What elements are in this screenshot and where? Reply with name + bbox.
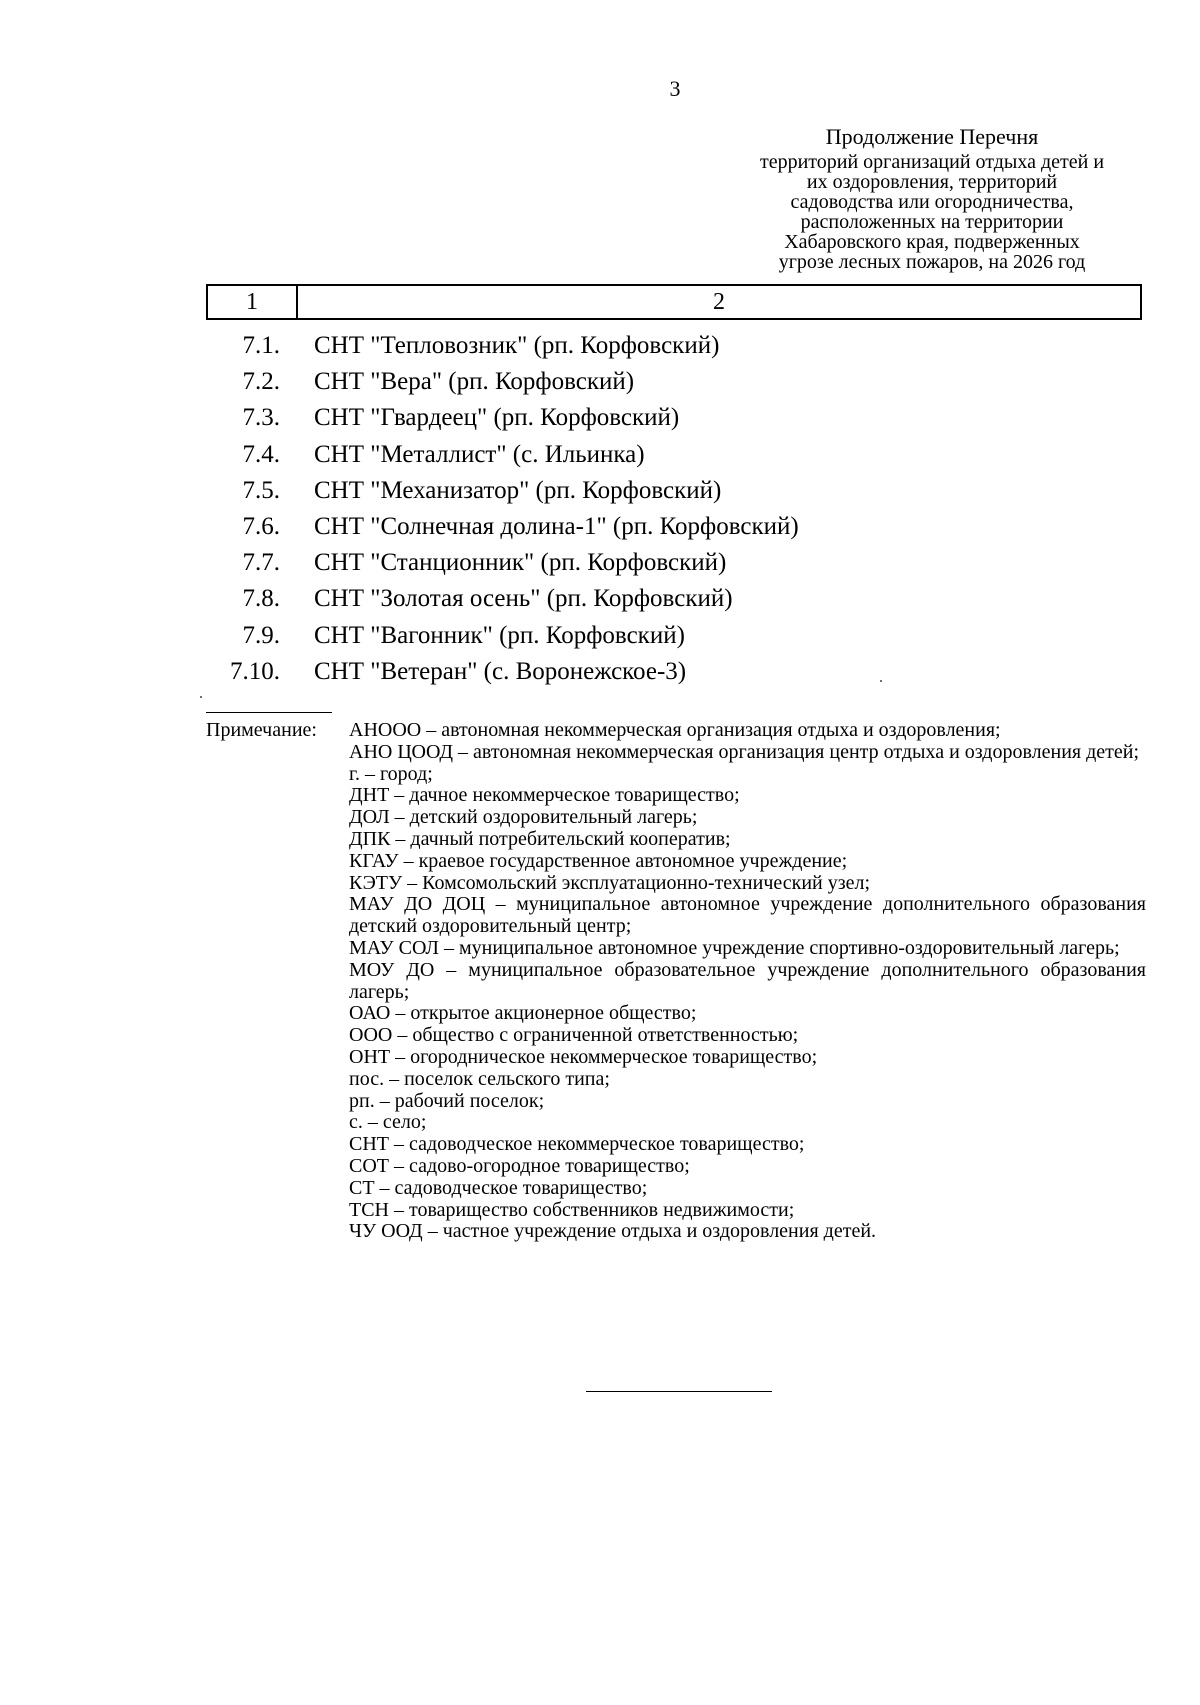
abbreviation-item: ООО – общество с ограниченной ответственностью; xyxy=(349,1024,799,1047)
column-header-name: 2 xyxy=(713,289,725,315)
note-divider xyxy=(206,712,332,713)
abbreviation-item: СНТ – садоводческое некоммерческое товарищество; xyxy=(349,1133,805,1156)
abbreviation-item: ОНТ – огородническое некоммерческое товарищество; xyxy=(349,1045,818,1068)
caption-line: угрозе лесных пожаров, на 2026 год xyxy=(778,251,1086,273)
abbreviation-item: ЧУ ООД – частное учреждение отдыха и оздоровления детей. xyxy=(349,1220,877,1243)
abbreviation-item: КЭТУ – Комсомольский эксплуатационно-технический узел; xyxy=(349,871,871,894)
end-divider xyxy=(586,1391,772,1392)
abbreviation-item: пос. – поселок сельского типа; xyxy=(349,1067,610,1090)
row-name: СНТ "Ветеран" (с. Воронежское-3) xyxy=(314,657,687,685)
row-number: 7.5. xyxy=(242,476,280,504)
table-row xyxy=(206,618,1142,654)
caption-line: их оздоровления, территорий xyxy=(806,171,1058,193)
column-header-number: 1 xyxy=(208,286,298,318)
table-row xyxy=(206,509,1142,545)
abbreviation-list xyxy=(349,720,1146,1243)
caption-body xyxy=(722,152,1142,272)
caption-line: территорий организаций отдыха детей и xyxy=(759,151,1105,173)
scan-speck xyxy=(200,696,202,698)
caption-title: Продолжение Перечня xyxy=(825,124,1039,149)
abbreviation-item: г. – город; xyxy=(349,762,433,785)
caption-line: садоводства или огородничества, xyxy=(790,191,1074,213)
note-section xyxy=(206,720,1146,1243)
abbreviation-item: ОАО – открытое акционерное общество; xyxy=(349,1002,697,1025)
note-label: Примечание: xyxy=(206,719,317,741)
abbreviation-item: АНО ЦООД – автономная некоммерческая организация центр отдыха и оздоровления детей; xyxy=(349,740,1140,763)
row-number: 7.3. xyxy=(242,404,280,432)
row-number: 7.8. xyxy=(242,585,280,613)
abbreviation-item: АНООО – автономная некоммерческая организация отдыха и оздоровления; xyxy=(349,719,1001,741)
abbreviation-item: ДОЛ – детский оздоровительный лагерь; xyxy=(349,806,698,829)
row-name: СНТ "Станционник" (рп. Корфовский) xyxy=(314,549,727,577)
abbreviation-item: МАУ СОЛ – муниципальное автономное учреждение спортивно-оздоровительный лагерь; xyxy=(349,936,1120,959)
table-header xyxy=(206,284,1142,320)
table-row xyxy=(206,545,1142,581)
document-caption xyxy=(722,124,1142,272)
row-name: СНТ "Золотая осень" (рп. Корфовский) xyxy=(314,585,733,613)
abbreviation-item: ТСН – товарищество собственников недвижимости; xyxy=(349,1198,795,1221)
row-name: СНТ "Механизатор" (рп. Корфовский) xyxy=(314,476,722,504)
row-number: 7.7. xyxy=(242,549,280,577)
row-name: СНТ "Металлист" (с. Ильинка) xyxy=(314,440,645,468)
abbreviation-item: МАУ ДО ДОЦ – муниципальное автономное учреждение дополнительного образования детский оздоровительный центр; xyxy=(349,893,1146,938)
table-row xyxy=(206,400,1142,436)
abbreviation-item: рп. – рабочий поселок; xyxy=(349,1089,545,1112)
row-number: 7.9. xyxy=(242,621,280,649)
row-number: 7.4. xyxy=(242,440,280,468)
row-name: СНТ "Вера" (рп. Корфовский) xyxy=(314,368,635,396)
row-number: 7.10. xyxy=(230,657,280,685)
page-number: 3 xyxy=(669,76,681,101)
caption-line: расположенных на территории xyxy=(800,211,1064,233)
abbreviation-item: ДПК – дачный потребительский кооператив; xyxy=(349,827,731,850)
table-row xyxy=(206,328,1142,364)
table-body xyxy=(206,328,1142,690)
table-row xyxy=(206,473,1142,509)
abbreviation-item: ДНТ – дачное некоммерческое товарищество; xyxy=(349,784,740,807)
row-name: СНТ "Вагонник" (рп. Корфовский) xyxy=(314,621,685,649)
row-name: СНТ "Гвардеец" (рп. Корфовский) xyxy=(314,404,680,432)
abbreviation-item: с. – село; xyxy=(349,1111,427,1134)
table-row xyxy=(206,364,1142,400)
row-number: 7.2. xyxy=(242,368,280,396)
table-row xyxy=(206,581,1142,617)
row-name: СНТ "Тепловозник" (рп. Корфовский) xyxy=(314,332,720,360)
abbreviation-item: СТ – садоводческое товарищество; xyxy=(349,1176,648,1199)
table-row xyxy=(206,654,1142,690)
row-number: 7.6. xyxy=(242,513,280,541)
scan-speck xyxy=(880,680,882,682)
caption-line: Хабаровского края, подверженных xyxy=(784,231,1080,253)
row-name: СНТ "Солнечная долина-1" (рп. Корфовский) xyxy=(314,513,799,541)
table-row xyxy=(206,437,1142,473)
row-number: 7.1. xyxy=(242,332,280,360)
abbreviation-item: МОУ ДО – муниципальное образовательное учреждение дополнительного образования лагерь; xyxy=(349,958,1146,1003)
abbreviation-item: СОТ – садово-огородное товарищество; xyxy=(349,1154,690,1177)
abbreviation-item: КГАУ – краевое государственное автономное учреждение; xyxy=(349,849,848,872)
